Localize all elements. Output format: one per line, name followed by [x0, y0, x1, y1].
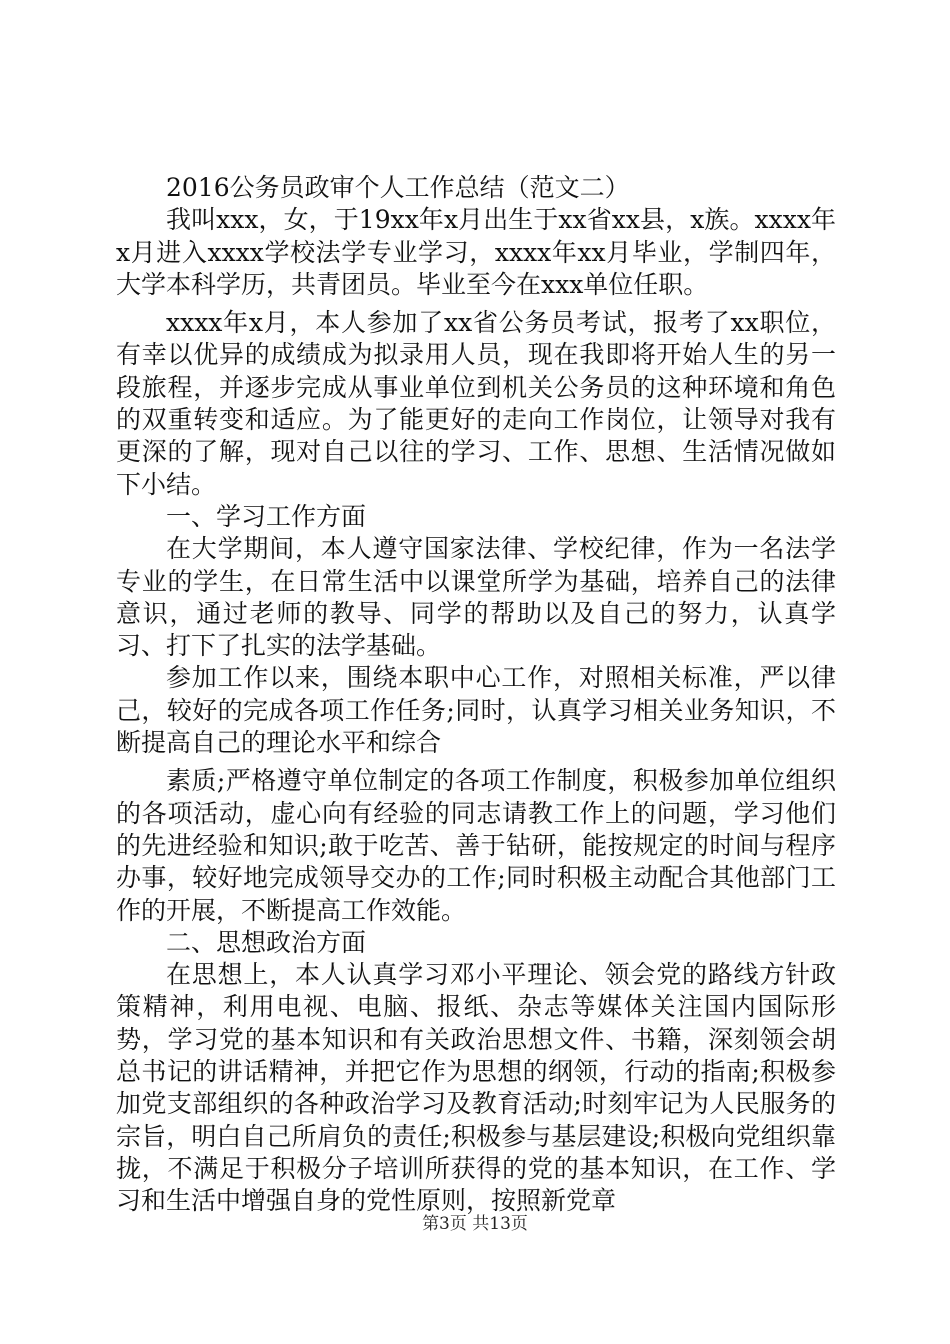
paragraph-quality: 素质;严格遵守单位制定的各项工作制度，积极参加单位组织的各项活动，虚心向有经验的同志请教工作上的问题，学习他们的先进经验和知识;敢于吃苦、善于钻研，能按规定的时间与程序办事，较好地完成领导交办的工作;同时积极主动配合其他部门工作的开展，不断提高工作效能。 — [116, 766, 836, 925]
paragraph-work: 参加工作以来，围绕本职中心工作，对照相关标准，严以律己，较好的完成各项工作任务;同时，认真学习相关业务知识，不断提高自己的理论水平和综合 — [116, 663, 836, 758]
document-body — [116, 172, 836, 1218]
paragraph-ideology: 在思想上，本人认真学习邓小平理论、领会党的路线方针政策精神，利用电视、电脑、报纸、杂志等媒体关注国内国际形势，学习党的基本知识和有关政治思想文件、书籍，深刻领会胡总书记的讲话精神，并把它作为思想的纲领，行动的指南;积极参加党支部组织的各种政治学习及教育活动;时刻牢记为人民服务的宗旨，明白自己所肩负的责任;积极参与基层建设;积极向党组织靠拢，不满足于积极分子培训所获得的党的基本知识，在工作、学习和生活中增强自身的党性原则，按照新党章 — [116, 960, 836, 1216]
document-title: 2016公务员政审个人工作总结（范文二） — [166, 173, 630, 202]
paragraph-exam: xxxx年x月，本人参加了xx省公务员考试，报考了xx职位，有幸以优异的成绩成为拟录用人员，现在我即将开始人生的另一段旅程，并逐步完成从事业单位到机关公务员的这种环境和角色的双重转变和适应。为了能更好的走向工作岗位，让领导对我有更深的了解，现对自己以往的学习、工作、思想、生活情况做如下小结。 — [116, 308, 836, 499]
page-number-footer: 第3页 共13页 — [422, 1214, 528, 1234]
paragraph-university: 在大学期间，本人遵守国家法律、学校纪律，作为一名法学专业的学生，在日常生活中以课堂所学为基础，培养自己的法律意识，通过老师的教导、同学的帮助以及自己的努力，认真学习、打下了扎实的法学基础。 — [116, 534, 836, 661]
paragraph-personal-info: 我叫xxx，女，于19xx年x月出生于xx省xx县，x族。xxxx年x月进入xxxx学校法学专业学习，xxxx年xx月毕业，学制四年，大学本科学历，共青团员。毕业至今在xxx单位任职。 — [116, 205, 836, 299]
section-heading-politics: 二、思想政治方面 — [166, 927, 367, 957]
section-heading-study-work: 一、学习工作方面 — [166, 501, 367, 531]
